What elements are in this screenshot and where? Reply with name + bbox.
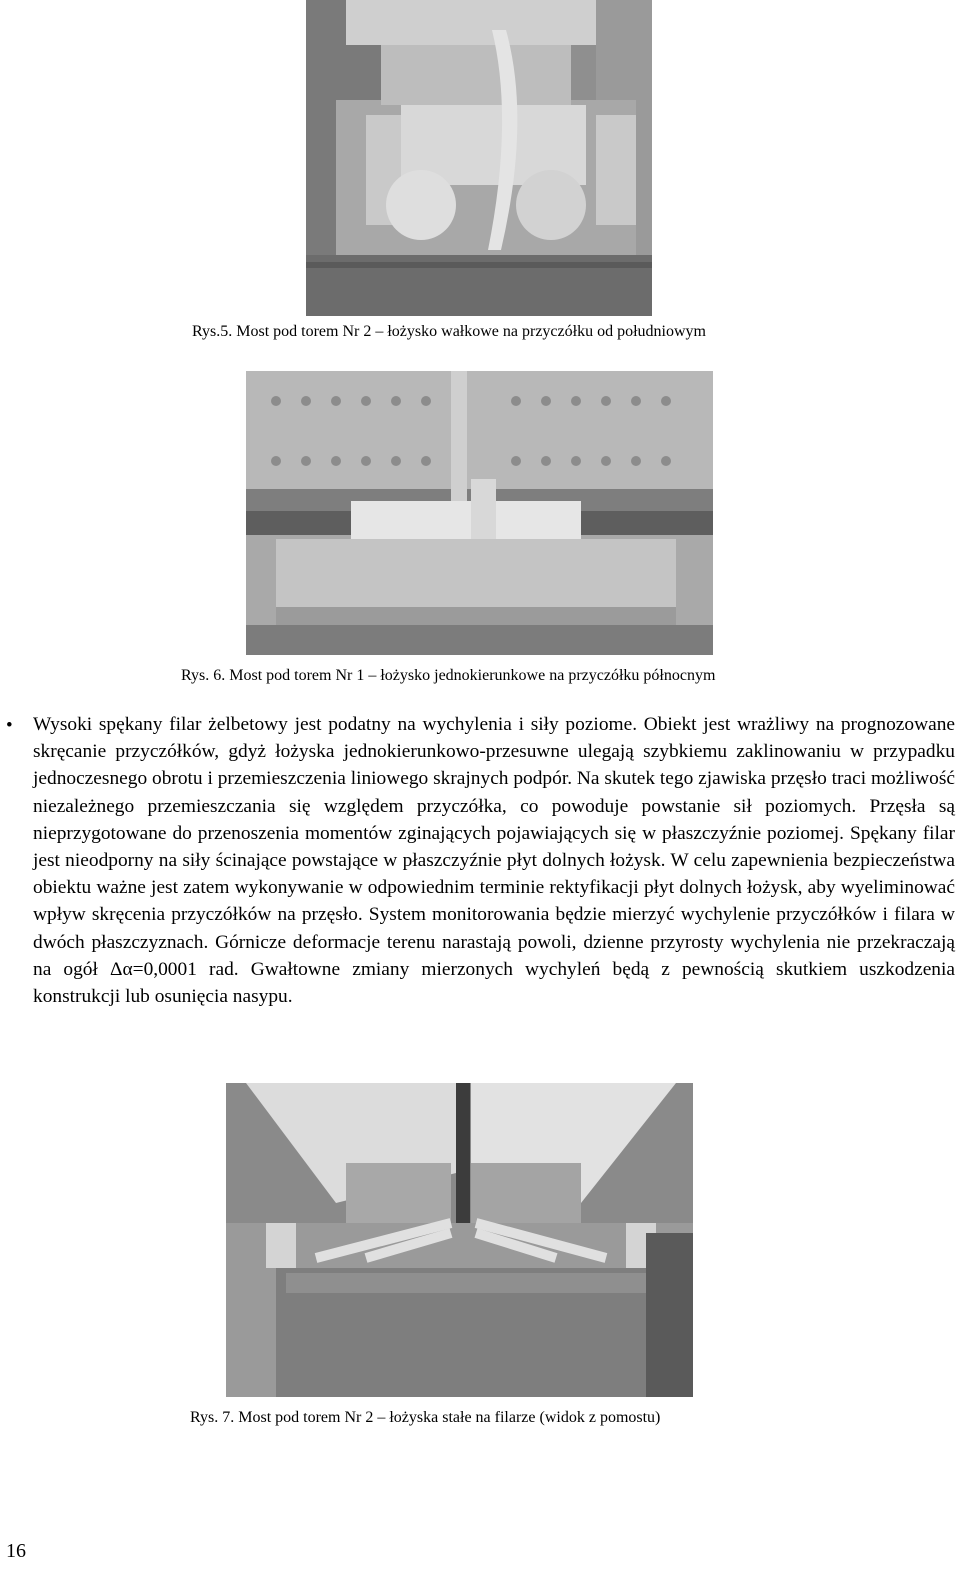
body-paragraph: Wysoki spękany filar żelbetowy jest podatny na wychylenia i siły poziome. Obiekt jest wrażliwy na prognozowane skręcanie przyczółków, gdyż łożyska jednokierunkowo-przesuwne ulegają szybkiemu zaklinowaniu w przypadku jednoczesnego obrotu i przemieszczenia liniowego skrajnych podpór. Na skutek tego zjawiska przęsło traci możliwość niezależnego przemieszczania się względem przyczółka, co powoduje powstanie sił poziomych. Przęsła są nieprzygotowane do przenoszenia momentów zginających pojawiających się w płaszczyźnie poziomej. Spękany filar jest nieodporny na siły ścinające powstające w płaszczyźnie płyt dolnych łożysk. W celu zapewnienia bezpieczeństwa obiektu ważne jest zatem wykonywanie w odpowiednim terminie rektyfikacji płyt dolnych łożysk, aby wyeliminować wpływ skręcenia przyczółków na przęsło. System monitorowania będzie mierzyć wychylenie przyczółków i filara w dwóch płaszczyznach. Górnicze deformacje terenu narastają powoli, dzienne przyrosty wychylenia nie przekraczają na ogół Δα=0,0001 rad. Gwałtowne zmiany mierzonych wychyleń będą z pewnością skutkiem uszkodzenia konstrukcji lub osunięcia nasypu. [33, 714, 955, 1008]
photo-unidirectional-bearing [246, 371, 713, 655]
photo-fixed-bearings [226, 1083, 693, 1397]
photo-roller-bearing [306, 0, 652, 316]
figure-caption: Rys. 6. Most pod torem Nr 1 – łożysko jednokierunkowe na przyczółku północnym [181, 667, 716, 684]
page-number: 16 [6, 1540, 26, 1562]
figure-caption: Rys. 7. Most pod torem Nr 2 – łożyska stałe na filarze (widok z pomostu) [190, 1409, 661, 1426]
bullet: • [6, 715, 13, 736]
figure-caption: Rys.5. Most pod torem Nr 2 – łożysko wałkowe na przyczółku od południowym [192, 323, 706, 340]
